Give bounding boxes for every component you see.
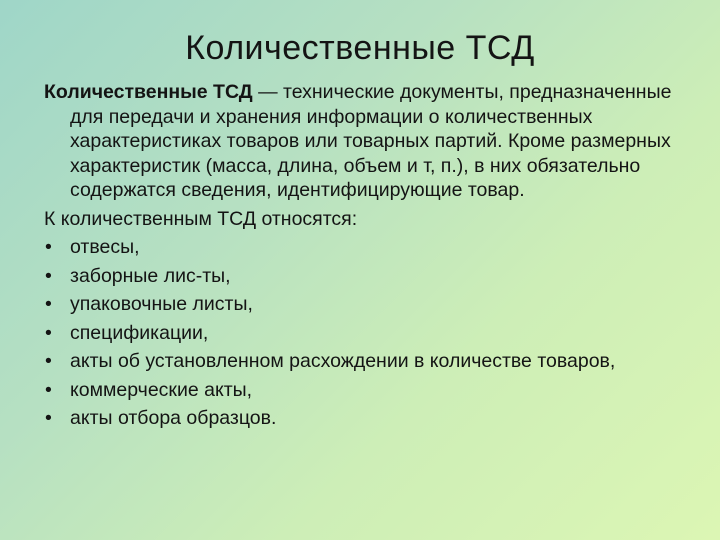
list-item-text: отвесы, [70,236,140,258]
list-item-text: акты об установленном расхождении в количестве товаров, [70,350,616,372]
list-item-text: упаковочные листы, [70,293,253,315]
list-item [44,292,694,317]
list-item-text: заборные лис-ты, [70,264,231,287]
definition-text: — технические документы, предназначенные для передачи и хранения информации о количественных характеристиках товаров или товарных партий. Кроме размерных характеристик (масса, длина, объем и т, п.), в них обязательно содержатся сведения, идентифицирующие товар. [70,81,672,201]
list-item-text: акты отбора образцов. [70,407,277,429]
list-item [44,264,694,289]
bullet-icon: • [45,264,52,287]
list-item-text: коммерческие акты, [70,378,253,401]
slide-title: Количественные ТСД [185,29,535,67]
list-item [44,378,694,403]
list-item [44,406,694,431]
document-list [44,235,694,431]
list-item-text: спецификации, [70,321,209,344]
bullet-icon: • [45,378,52,401]
definition-paragraph [44,80,694,203]
slide-content [44,80,694,435]
list-item [44,321,694,346]
list-item [44,235,694,260]
definition-term: Количественные ТСД [44,81,253,103]
bullet-icon: • [45,321,52,344]
bullet-icon: • [45,407,52,429]
bullet-icon: • [45,350,52,372]
list-item [44,349,694,374]
list-intro: К количественным ТСД относятся: [44,207,358,230]
bullet-icon: • [45,293,52,315]
bullet-icon: • [45,236,52,258]
